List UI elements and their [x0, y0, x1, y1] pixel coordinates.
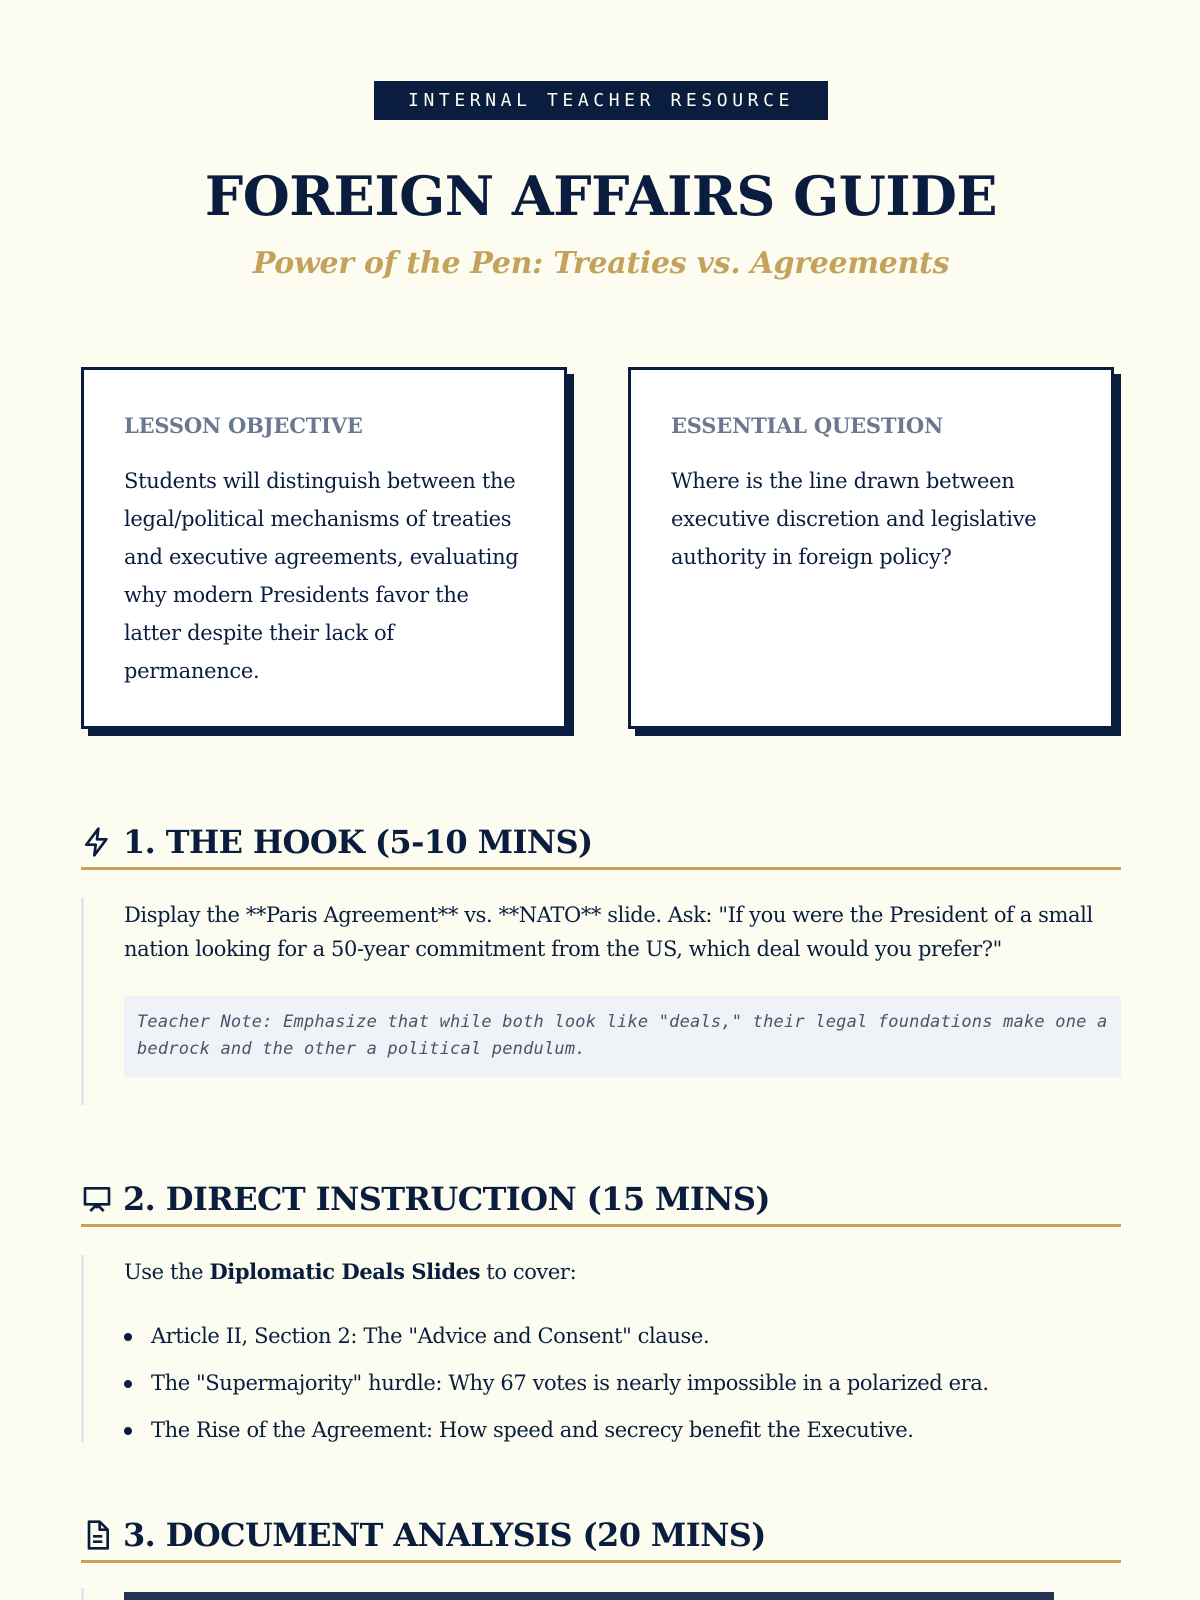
section-analysis-title: 3. DOCUMENT ANALYSIS (20 MINS) [123, 1516, 766, 1554]
hook-prompt-text: Display the **Paris Agreement** vs. **NATO** slide. Ask: "If you were the President of a small nation looking for a 50-year commitment from the US, which deal would you prefer?" [124, 903, 1093, 961]
list-item: The Rise of the Agreement: How speed and secrecy benefit the Executive. [124, 1407, 1121, 1454]
list-item: Article II, Section 2: The "Advice and Consent" clause. [124, 1313, 1121, 1360]
slides-link-text: Diplomatic Deals Slides [209, 1259, 480, 1284]
teacher-guide-page [81, 0, 1121, 1600]
lesson-objective-card [81, 367, 567, 729]
section-hook-title: 1. THE HOOK (5-10 MINS) [123, 823, 593, 861]
resource-badge: INTERNAL TEACHER RESOURCE [374, 81, 828, 120]
section-instruction-body [81, 1255, 1121, 1442]
instruction-intro-after: to cover: [480, 1260, 577, 1284]
section-instruction-heading [81, 1174, 1121, 1227]
list-item: The "Supermajority" hurdle: Why 67 votes is nearly impossible in a polarized era. [124, 1360, 1121, 1407]
essential-question-label: ESSENTIAL QUESTION [671, 413, 944, 438]
instruction-intro-before: Use the [124, 1260, 210, 1284]
truncated-text-line [124, 1588, 1054, 1600]
page-title: FOREIGN AFFAIRS GUIDE [204, 164, 998, 228]
section-hook-heading [81, 817, 1121, 870]
section-analysis-body-cut [81, 1588, 1121, 1600]
page-subtitle: Power of the Pen: Treaties vs. Agreements [252, 246, 950, 281]
lesson-objective-label: LESSON OBJECTIVE [124, 413, 363, 438]
instruction-intro [124, 1255, 1121, 1289]
presentation-icon [81, 1183, 113, 1215]
section-instruction-title: 2. DIRECT INSTRUCTION (15 MINS) [123, 1180, 770, 1218]
lesson-objective-text: Students will distinguish between the legal/political mechanisms of treaties and executive agreements, evaluating why modern Presidents favor the latter despite their lack of permanence. [124, 469, 519, 683]
document-icon [81, 1519, 113, 1551]
lightning-icon [81, 826, 113, 858]
teacher-note: Teacher Note: Emphasize that while both look like "deals," their legal foundations make one a bedrock and the other a political pendulum. [124, 996, 1121, 1078]
essential-question-card [628, 367, 1114, 729]
section-hook-body [81, 898, 1121, 1105]
essential-question-text: Where is the line drawn between executive discretion and legislative authority in foreign policy? [671, 469, 1037, 569]
instruction-topic-list [124, 1313, 1121, 1454]
section-analysis-heading [81, 1510, 1121, 1563]
